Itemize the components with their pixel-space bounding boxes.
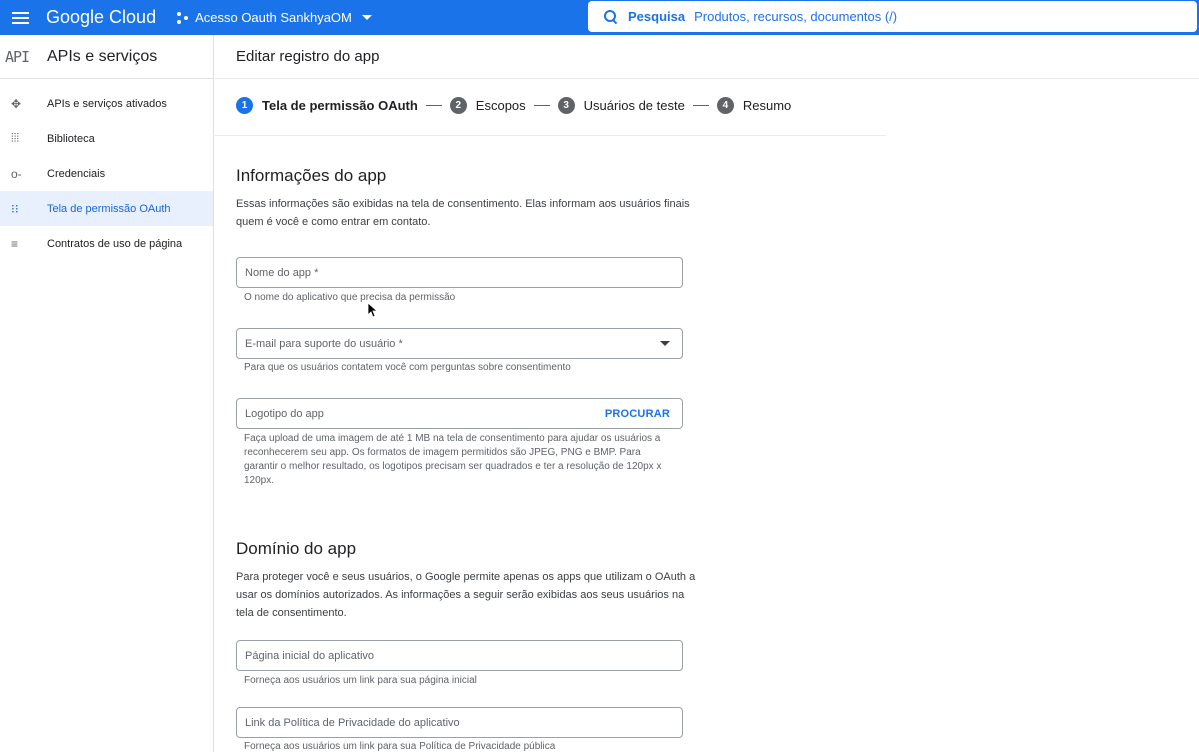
step-separator bbox=[426, 105, 442, 106]
agreements-icon: ≡ bbox=[11, 236, 19, 251]
google-cloud-logo[interactable]: Google Cloud bbox=[46, 7, 157, 27]
sidebar-item-oauth-consent[interactable] bbox=[0, 191, 213, 226]
diamond-icon: ✥ bbox=[11, 96, 22, 111]
app-name-field[interactable] bbox=[236, 257, 683, 288]
app-name-hint: O nome do aplicativo que precisa da permissão bbox=[244, 292, 456, 303]
dropdown-arrow-icon[interactable] bbox=[660, 341, 670, 346]
step-scopes[interactable] bbox=[450, 97, 526, 114]
main-content bbox=[215, 35, 1199, 752]
api-logo-icon: API bbox=[5, 47, 30, 66]
sidebar-item-label: Credenciais bbox=[47, 167, 106, 180]
project-icon bbox=[177, 12, 189, 24]
homepage-hint: Forneça aos usuários um link para sua página inicial bbox=[244, 675, 477, 686]
homepage-placeholder: Página inicial do aplicativo bbox=[245, 649, 375, 662]
library-icon: ⦙⦙⦙ bbox=[11, 131, 20, 145]
sidebar-title: APIs e serviços bbox=[47, 47, 158, 65]
step-number: 4 bbox=[717, 97, 734, 114]
app-info-title: Informações do app bbox=[236, 166, 387, 185]
key-icon: o‑ bbox=[11, 166, 22, 181]
app-info-description: Essas informações são exibidas na tela de consentimento. Elas informam aos usuários finais quem é você e como entrar em contato. bbox=[236, 198, 690, 228]
app-name-placeholder: Nome do app * bbox=[245, 266, 319, 279]
search-bar[interactable] bbox=[588, 1, 1197, 32]
step-label: Tela de permissão OAuth bbox=[262, 98, 418, 113]
page-title: Editar registro do app bbox=[215, 35, 1199, 79]
privacy-policy-hint: Forneça aos usuários um link para sua Política de Privacidade pública bbox=[244, 741, 556, 752]
project-selector[interactable] bbox=[177, 10, 372, 25]
consent-icon: ⁝⁝ bbox=[11, 201, 19, 216]
top-bar bbox=[0, 0, 1199, 35]
sidebar-item-label: Contratos de uso de página bbox=[47, 237, 183, 250]
sidebar-item-enabled-apis[interactable] bbox=[0, 86, 213, 121]
app-logo-hint: Faça upload de uma imagem de até 1 MB na tela de consentimento para ajudar os usuários a reconhecerem seu app. Os formatos de imagem permitidos são JPEG, PNG e BMP. Para garantir o melhor resultado, os logotipos precisam ser quadrados e ter a resolução de 120px x 120px. bbox=[244, 433, 662, 486]
sidebar-item-label: Biblioteca bbox=[47, 132, 95, 145]
step-number: 2 bbox=[450, 97, 467, 114]
project-name: Acesso Oauth SankhyaOM bbox=[195, 10, 352, 25]
support-email-placeholder: E-mail para suporte do usuário * bbox=[245, 337, 403, 350]
step-separator bbox=[534, 105, 550, 106]
stepper-divider bbox=[215, 135, 886, 136]
main-menu-icon[interactable] bbox=[2, 0, 38, 35]
sidebar-nav bbox=[0, 86, 213, 261]
support-email-hint: Para que os usuários contatem você com perguntas sobre consentimento bbox=[244, 362, 571, 373]
step-test-users[interactable] bbox=[558, 97, 685, 114]
sidebar-item-library[interactable] bbox=[0, 121, 213, 156]
sidebar bbox=[0, 35, 214, 752]
step-oauth-consent[interactable] bbox=[236, 97, 418, 114]
chevron-down-icon bbox=[362, 15, 372, 20]
sidebar-item-credentials[interactable] bbox=[0, 156, 213, 191]
step-separator bbox=[693, 105, 709, 106]
search-icon bbox=[604, 10, 618, 24]
privacy-policy-placeholder: Link da Política de Privacidade do aplicativo bbox=[245, 716, 460, 729]
sidebar-item-page-agreements[interactable] bbox=[0, 226, 213, 261]
stepper bbox=[236, 97, 791, 114]
sidebar-item-label: APIs e serviços ativados bbox=[47, 97, 167, 110]
sidebar-header bbox=[0, 35, 213, 79]
step-number: 1 bbox=[236, 97, 253, 114]
privacy-policy-field[interactable] bbox=[236, 707, 683, 738]
search-input[interactable]: Produtos, recursos, documentos (/) bbox=[694, 9, 898, 24]
app-domain-title: Domínio do app bbox=[236, 539, 357, 558]
browse-button[interactable]: PROCURAR bbox=[604, 407, 670, 420]
app-logo-placeholder: Logotipo do app bbox=[245, 407, 324, 420]
homepage-field[interactable] bbox=[236, 640, 683, 671]
search-label: Pesquisa bbox=[628, 9, 686, 24]
step-label: Usuários de teste bbox=[583, 98, 685, 113]
step-summary[interactable] bbox=[717, 97, 791, 114]
app-domain-description: Para proteger você e seus usuários, o Google permite apenas os apps que utilizam o OAuth a usar os domínios autorizados. As informações a seguir serão exibidas aos seus usuários na tela de consentimento. bbox=[236, 571, 696, 619]
step-label: Escopos bbox=[475, 98, 526, 113]
step-number: 3 bbox=[558, 97, 575, 114]
sidebar-item-label: Tela de permissão OAuth bbox=[47, 202, 171, 215]
app-logo-field[interactable] bbox=[236, 398, 683, 429]
support-email-select[interactable] bbox=[236, 328, 683, 359]
step-label: Resumo bbox=[742, 98, 792, 113]
